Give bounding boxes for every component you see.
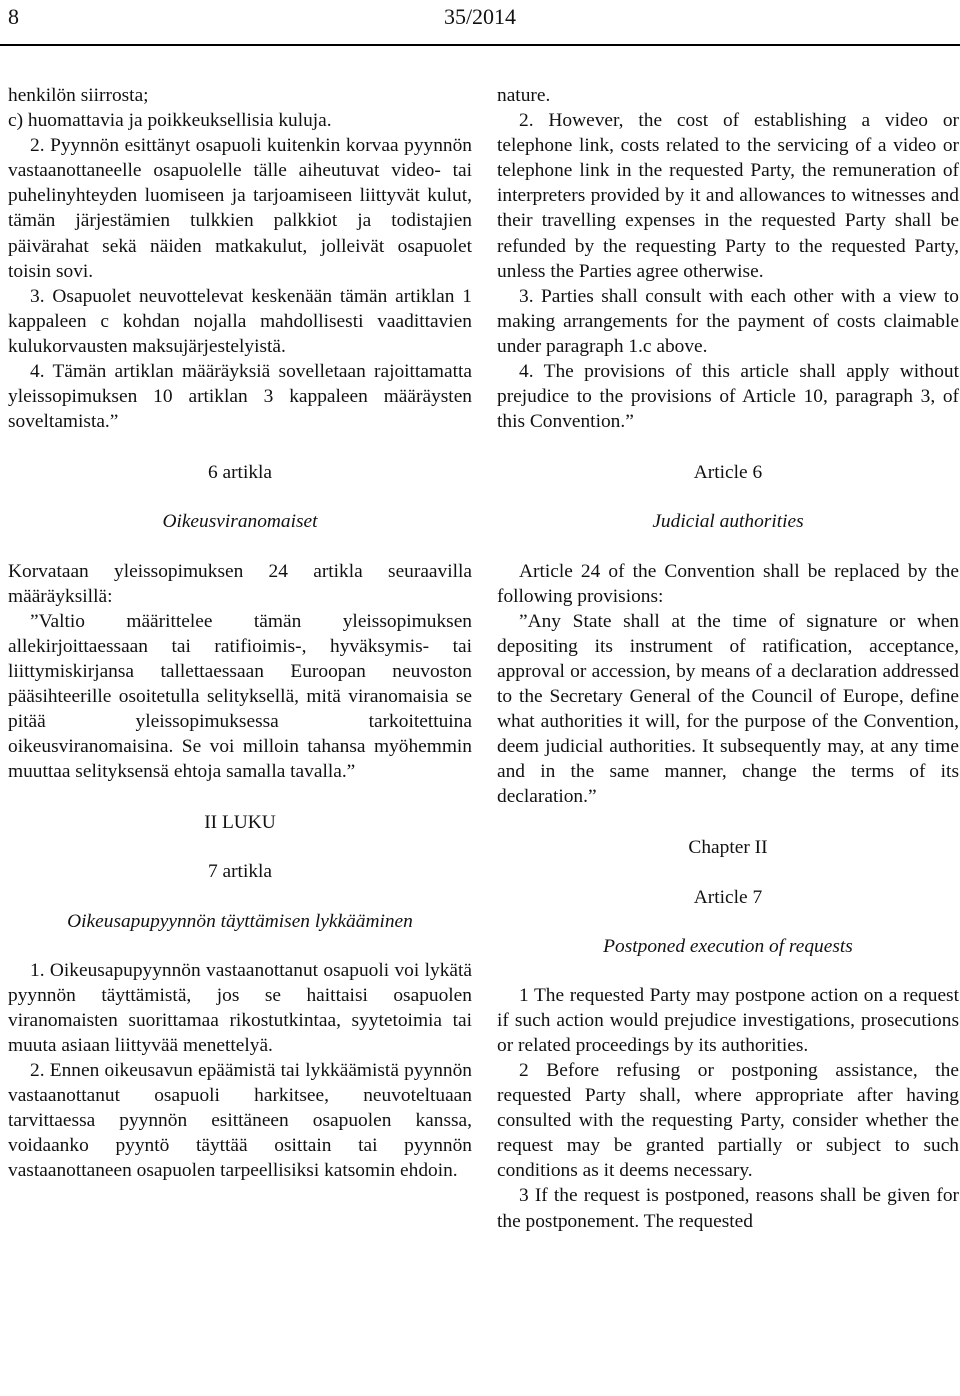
paragraph: 1 The requested Party may postpone action on a request if such action would prejudice investigations, prosecutions or related proceedings by its authorities. (497, 984, 959, 1056)
paragraph: 2 Before refusing or postponing assistance, the requested Party shall, where appropriate after having consulted with the requesting Party, consider whether the request may be granted partially or subject to such conditions as it deems necessary. (497, 1060, 959, 1182)
paragraph: 2. Pyynnön esittänyt osapuoli kuitenkin korvaa pyynnön vastaanottaneelle osapuolelle tälle aiheutuvat video- tai puhelinyhteyden luomiseen ja tarjoamiseen liittyvät kulut, tämän järjestämien tulkkien palkkiot ja todistajien päivärahat sekä näiden matkakulut, jolleivät osapuolet toisin sovi. (8, 135, 472, 282)
header-rule (0, 44, 960, 46)
paragraph: henkilön siirrosta; (8, 85, 149, 106)
paragraph: nature. (497, 85, 551, 106)
article-heading: Article 7 (693, 886, 763, 908)
paragraph: 4. The provisions of this article shall apply without prejudice to the provisions of Article 10, paragraph 3, of this Convention.” (497, 361, 959, 433)
paragraph: 2. However, the cost of establishing a video or telephone link, costs related to the servicing of a video or telephone link in the requested Party, the remuneration of interpreters provided by it and allowances to witnesses and their travelling expenses in the requested Party shall be refunded by the requesting Party to the requested Party, unless the Parties agree otherwise. (497, 110, 959, 282)
issue-number: 35/2014 (443, 4, 517, 29)
paragraph: Article 24 of the Convention shall be replaced by the following provisions: (497, 560, 959, 607)
article-title: Oikeusviranomaiset (162, 511, 318, 533)
article-heading: Article 6 (693, 462, 763, 484)
article-heading: 6 artikla (207, 462, 273, 484)
article-title: Postponed execution of requests (603, 935, 853, 957)
article-title: Oikeusapupyynnön täyttämisen lykkääminen (67, 910, 413, 932)
paragraph: 3 If the request is postponed, reasons shall be given for the postponement. The requested (497, 1185, 959, 1232)
paragraph: Korvataan yleissopimuksen 24 artikla seuraavilla määräyksillä: (8, 560, 472, 607)
chapter-heading: II LUKU (204, 812, 276, 834)
paragraph: 1. Oikeusapupyynnön vastaanottanut osapuoli voi lykätä pyynnön täyttämistä, jos se haittaisi osapuolen viranomaisten suorittamaa rikostutkintaa, syytetoimia tai muuta asiaan liittyvää menettelyä. (8, 959, 472, 1056)
paragraph: 3. Osapuolet neuvottelevat keskenään tämän artiklan 1 kappaleen c kohdan nojalla mahdollisesti vaadittavien kulukorvausten maksujärjestelyistä. (8, 285, 472, 357)
paragraph: 3. Parties shall consult with each other with a view to making arrangements for the payment of costs claimable under paragraph 1.c above. (497, 285, 959, 357)
paragraph: ”Any State shall at the time of signature or when depositing its instrument of ratification, acceptance, approval or accession, by means of a declaration addressed to the Secretary General of the Council of Europe, define what authorities it will, for the purpose of the Convention, deem judicial authorities. It subsequently may, at any time and in the same manner, change the terms of its declaration.” (497, 610, 959, 808)
paragraph: c) huomattavia ja poikkeuksellisia kuluja. (8, 110, 332, 132)
chapter-heading: Chapter II (688, 837, 768, 859)
article-title: Judicial authorities (652, 511, 804, 533)
paragraph: 4. Tämän artiklan määräyksiä sovelletaan rajoittamatta yleissopimuksen 10 artiklan 3 kappaleen määräysten soveltamista.” (8, 361, 472, 433)
paragraph: 2. Ennen oikeusavun epäämistä tai lykkäämistä pyynnön vastaanottanut osapuoli harkitsee, neuvoteltuaan tarvittaessa pyynnön esittäneen osapuolen kanssa, voidaanko pyyntö täyttää osittain tai pyynnön vastaanottaneen osapuolen tarpeellisiksi katsomin ehdoin. (8, 1060, 472, 1182)
english-column (497, 83, 959, 1234)
finnish-column (8, 83, 472, 1183)
page-number: 8 (8, 4, 19, 29)
article-heading: 7 artikla (207, 861, 273, 883)
page-header (0, 0, 960, 45)
paragraph: ”Valtio määrittelee tämän yleissopimuksen allekirjoittaessaan tai ratifioimis-, hyväksymis- tai liittymiskirjansa tallettaessaan Euroopan neuvoston pääsihteerille osoitetulla selityksellä, mitä viranomaisia se pitää yleissopimuksessa tarkoitettuina oikeusviranomaisina. Se voi milloin tahansa myöhemmin muuttaa selityksensä ehtoja samalla tavalla.” (8, 610, 472, 783)
